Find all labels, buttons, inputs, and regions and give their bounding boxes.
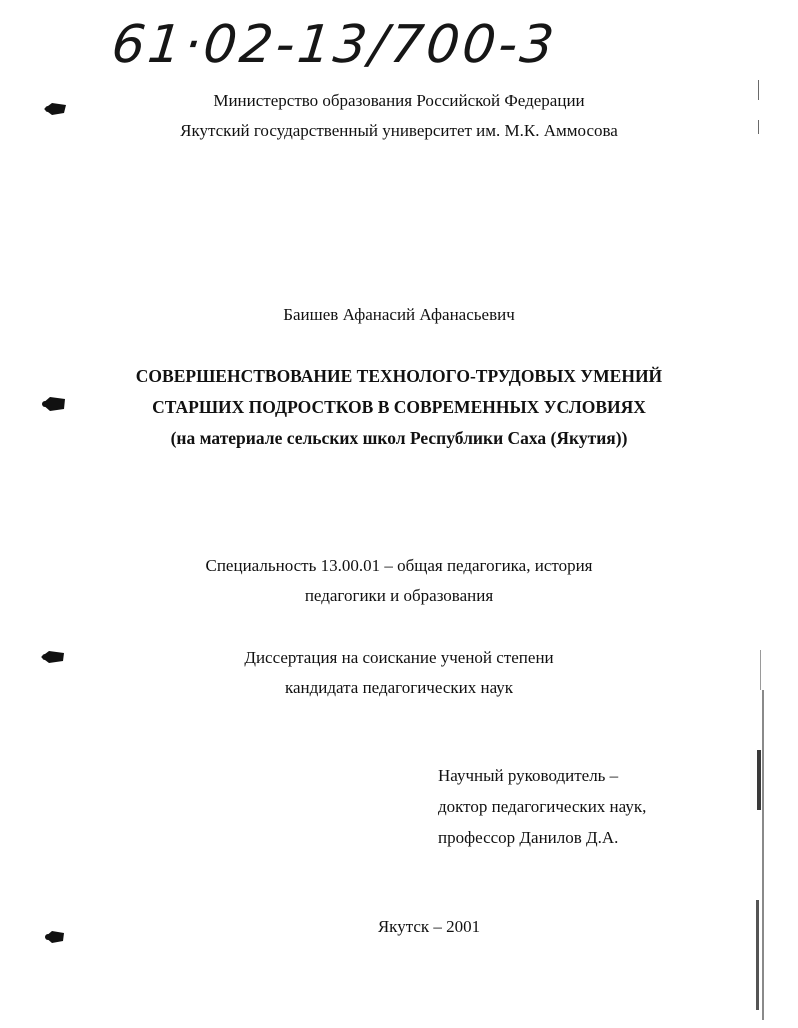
author-name: Баишев Афанасий Афанасьевич (283, 305, 515, 324)
place-and-year: Якутск – 2001 (377, 917, 481, 936)
specialty-line-2: педагогики и образования (304, 586, 494, 605)
dissertation-title-line-1: СОВЕРШЕНСТВОВАНИЕ ТЕХНОЛОГО-ТРУДОВЫХ УМЕНИЙ (135, 366, 663, 386)
degree-line-1: Диссертация на соискание ученой степени (244, 648, 554, 667)
supervisor-role: Научный руководитель – (438, 766, 619, 785)
supervisor-name: профессор Данилов Д.А. (438, 828, 619, 847)
dissertation-title-line-2: СТАРШИХ ПОДРОСТКОВ В СОВРЕМЕННЫХ УСЛОВИЯХ (152, 397, 646, 417)
scan-edge-artifact (757, 750, 761, 810)
supervisor-degree: доктор педагогических наук, (438, 797, 647, 816)
degree-line-2: кандидата педагогических наук (284, 678, 514, 697)
university-name: Якутский государственный университет им. М.К. Аммосова (180, 121, 618, 140)
scan-edge-artifact (762, 690, 764, 1020)
ministry-name: Министерство образования Российской Федерации (213, 91, 585, 110)
dissertation-subtitle: (на материале сельских школ Республики Саха (Якутия)) (170, 428, 628, 448)
handwritten-archive-code: 61·02-13/700-3 (108, 15, 560, 75)
specialty-line-1: Специальность 13.00.01 – общая педагогика, история (205, 556, 593, 575)
